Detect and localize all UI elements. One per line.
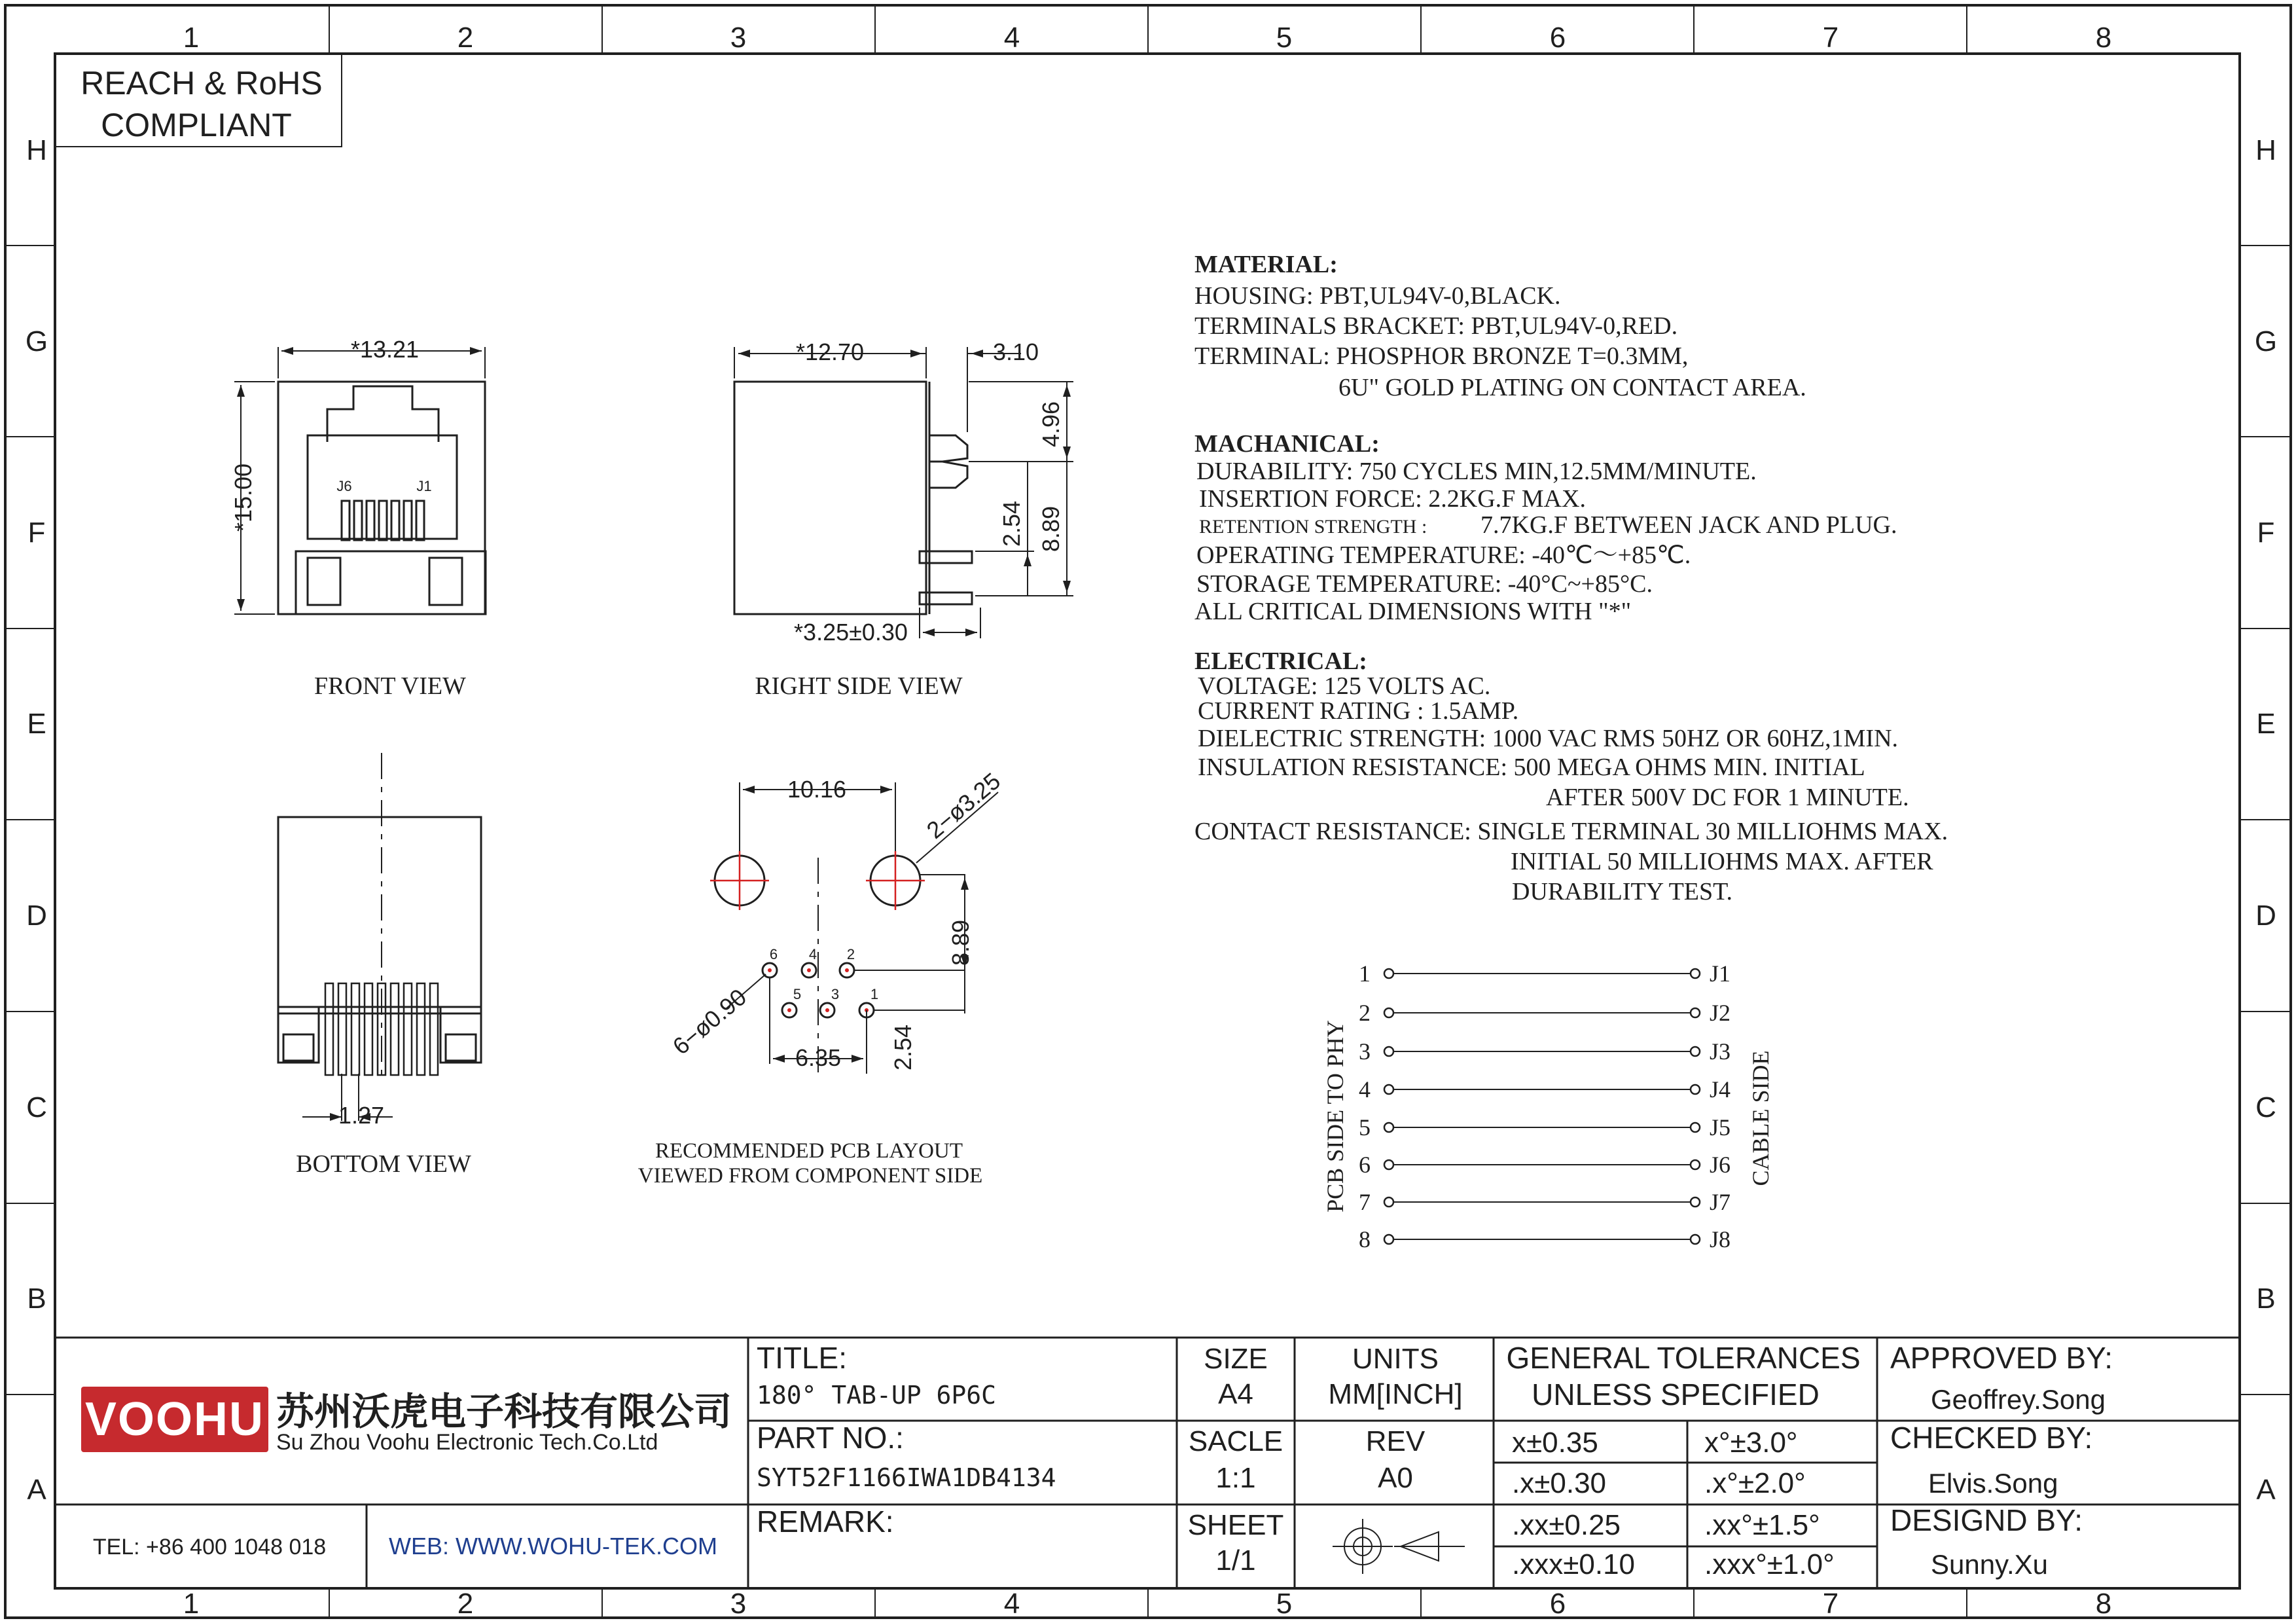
size-value: A4	[1218, 1378, 1253, 1410]
col-label-5-top: 5	[1276, 22, 1293, 54]
wiring-left-1: 1	[1359, 960, 1371, 987]
tol-linear-1: .x±0.30	[1512, 1467, 1607, 1499]
pcb-v-dim: 8.89	[947, 919, 974, 966]
wiring-right-j5: J5	[1710, 1114, 1731, 1140]
size-label: SIZE	[1204, 1343, 1268, 1375]
wiring-right-j3: J3	[1710, 1038, 1731, 1065]
front-width-dim: *13.21	[350, 336, 420, 363]
designed-value: Sunny.Xu	[1931, 1549, 2049, 1580]
compliance-line1: REACH & RoHS	[81, 65, 323, 101]
material-line1: HOUSING: PBT,UL94V-0,BLACK.	[1194, 282, 1561, 310]
col-label-3-bottom: 3	[730, 1588, 747, 1620]
row-label-b-right: B	[2256, 1283, 2276, 1315]
row-label-a-right: A	[2256, 1474, 2276, 1506]
wiring-right-j2: J2	[1710, 1000, 1731, 1026]
elec-line1: VOLTAGE: 125 VOLTS AC.	[1198, 672, 1491, 700]
wiring-left-8: 8	[1359, 1226, 1371, 1252]
units-value: MM[INCH]	[1328, 1378, 1463, 1410]
row-label-c-left: C	[26, 1091, 47, 1123]
voohu-logo	[81, 1387, 268, 1452]
col-label-7-bottom: 7	[1822, 1588, 1839, 1620]
col-label-5-bottom: 5	[1276, 1588, 1293, 1620]
col-label-4-top: 4	[1003, 22, 1020, 54]
right-view-label: RIGHT SIDE VIEW	[755, 672, 963, 700]
wiring-right-j6: J6	[1710, 1152, 1731, 1178]
tolerance-title2: UNLESS SPECIFIED	[1532, 1377, 1820, 1412]
elec-title: ELECTRICAL:	[1194, 647, 1367, 675]
tol-linear-2: .xx±0.25	[1512, 1509, 1621, 1541]
wiring-diagram	[1322, 960, 1774, 1252]
tol-angle-2: .xx°±1.5°	[1704, 1509, 1820, 1541]
remark-label: REMARK:	[757, 1504, 894, 1539]
rev-value: A0	[1378, 1462, 1413, 1494]
mech-line6: ALL CRITICAL DIMENSIONS WITH "*"	[1194, 598, 1632, 625]
compliance-box	[55, 54, 342, 147]
wiring-left-3: 3	[1359, 1038, 1371, 1065]
pcb-pin-dia-dim: 6−ø0.90	[667, 983, 752, 1060]
col-label-4-bottom: 4	[1003, 1588, 1020, 1620]
front-height-dim: *15.00	[230, 463, 257, 532]
sheet-value: 1/1	[1215, 1544, 1256, 1577]
right-side-view	[734, 338, 1073, 700]
company-name-cn: 苏州沃虎电子科技有限公司	[276, 1391, 732, 1433]
col-label-6-bottom: 6	[1549, 1588, 1566, 1620]
approved-label: APPROVED BY:	[1890, 1341, 2113, 1375]
col-label-2-bottom: 2	[457, 1588, 474, 1620]
wiring-right-j4: J4	[1710, 1076, 1731, 1103]
pcb-label-line2: VIEWED FROM COMPONENT SIDE	[637, 1164, 983, 1188]
specifications	[1194, 251, 1948, 905]
col-label-1-bottom: 1	[183, 1588, 200, 1620]
title-value: 180° TAB-UP 6P6C	[757, 1381, 997, 1410]
part-no-value: SYT52F1166IWA1DB4134	[757, 1463, 1056, 1492]
tol-angle-3: .xxx°±1.0°	[1704, 1548, 1835, 1580]
material-line2: TERMINALS BRACKET: PBT,UL94V-0,RED.	[1194, 312, 1678, 340]
front-view	[230, 336, 486, 700]
logo-text: VOOHU	[84, 1393, 265, 1446]
sheet-frame	[5, 5, 2291, 1618]
company-name-en: Su Zhou Voohu Electronic Tech.Co.Ltd	[276, 1430, 658, 1455]
pcb-pin-1: 1	[870, 986, 879, 1002]
material-title: MATERIAL:	[1194, 251, 1338, 278]
checked-value: Elvis.Song	[1928, 1468, 2058, 1499]
wiring-pcb-side-label: PCB SIDE TO PHY	[1322, 1020, 1348, 1213]
bottom-view	[278, 753, 481, 1178]
pcb-pin-2: 2	[846, 946, 855, 962]
wiring-left-4: 4	[1359, 1076, 1371, 1103]
bottom-pitch-dim: 1.27	[338, 1102, 385, 1129]
tol-linear-0: x±0.35	[1512, 1427, 1598, 1459]
row-label-h-left: H	[26, 134, 47, 166]
row-label-a-left: A	[27, 1474, 46, 1506]
tol-linear-3: .xxx±0.10	[1512, 1548, 1636, 1580]
pcb-layout	[638, 767, 1005, 1188]
front-pin-j1: J1	[416, 478, 432, 494]
rev-label: REV	[1365, 1425, 1426, 1457]
row-label-g-left: G	[25, 325, 48, 357]
pcb-pin-span-dim: 6.35	[795, 1044, 842, 1071]
mech-line1: DURABILITY: 750 CYCLES MIN,12.5MM/MINUTE.	[1196, 458, 1757, 485]
elec-line6: CONTACT RESISTANCE: SINGLE TERMINAL 30 MILLIOHMS MAX.	[1194, 818, 1948, 845]
wiring-left-5: 5	[1359, 1114, 1371, 1140]
pcb-hole-dia-dim: 2−ø3.25	[921, 767, 1006, 844]
approved-value: Geoffrey.Song	[1931, 1384, 2106, 1415]
right-dim-2-54: 2.54	[998, 500, 1025, 547]
units-label: UNITS	[1352, 1343, 1439, 1375]
contact-web: WEB: WWW.WOHU-TEK.COM	[389, 1533, 717, 1559]
col-label-2-top: 2	[457, 22, 474, 54]
wiring-cable-side-label: CABLE SIDE	[1748, 1050, 1774, 1186]
front-pin-j6: J6	[336, 478, 352, 494]
contact-tel: TEL: +86 400 1048 018	[92, 1535, 327, 1559]
row-label-b-left: B	[27, 1283, 46, 1315]
material-line4: 6U" GOLD PLATING ON CONTACT AREA.	[1338, 374, 1806, 401]
mech-line2: INSERTION FORCE: 2.2KG.F MAX.	[1199, 485, 1586, 513]
row-label-h-right: H	[2255, 134, 2276, 166]
tol-angle-1: .x°±2.0°	[1704, 1467, 1806, 1499]
part-no-label: PART NO.:	[757, 1421, 904, 1455]
elec-line4: INSULATION RESISTANCE: 500 MEGA OHMS MIN. INITIAL	[1198, 754, 1865, 781]
pcb-label-line1: RECOMMENDED PCB LAYOUT	[655, 1139, 963, 1163]
col-label-1-top: 1	[183, 22, 200, 54]
wiring-left-6: 6	[1359, 1152, 1371, 1178]
pcb-row-dim: 2.54	[889, 1024, 916, 1071]
right-length-dim: *12.70	[795, 338, 865, 365]
tol-angle-0: x°±3.0°	[1704, 1427, 1798, 1459]
front-view-label: FRONT VIEW	[314, 672, 466, 700]
row-label-c-right: C	[2255, 1091, 2276, 1123]
elec-line8: DURABILITY TEST.	[1512, 878, 1733, 905]
right-tab-dim: 3.10	[992, 338, 1039, 365]
title-label: TITLE:	[757, 1341, 848, 1375]
right-dim-8-89: 8.89	[1037, 505, 1064, 553]
row-label-e-right: E	[2256, 708, 2276, 740]
elec-line3: DIELECTRIC STRENGTH: 1000 VAC RMS 50HZ OR 60HZ,1MIN.	[1198, 725, 1899, 752]
checked-label: CHECKED BY:	[1890, 1421, 2093, 1455]
mech-title: MACHANICAL:	[1194, 430, 1380, 458]
wiring-right-j7: J7	[1710, 1189, 1731, 1215]
mech-line3-value: 7.7KG.F BETWEEN JACK AND PLUG.	[1480, 511, 1897, 539]
row-label-d-right: D	[2255, 900, 2276, 932]
col-label-7-top: 7	[1822, 22, 1839, 54]
col-label-8-bottom: 8	[2095, 1588, 2112, 1620]
sheet-label: SHEET	[1187, 1509, 1284, 1541]
row-label-f-right: F	[2257, 517, 2275, 549]
row-label-d-left: D	[26, 900, 47, 932]
right-bottom-dim: *3.25±0.30	[794, 619, 908, 646]
bottom-view-label: BOTTOM VIEW	[296, 1150, 471, 1178]
pcb-pin-5: 5	[793, 986, 802, 1002]
tolerance-title1: GENERAL TOLERANCES	[1506, 1341, 1861, 1375]
title-block	[55, 1338, 2240, 1588]
wiring-right-j8: J8	[1710, 1226, 1731, 1252]
wiring-left-2: 2	[1359, 1000, 1371, 1026]
elec-line2: CURRENT RATING : 1.5AMP.	[1198, 697, 1519, 725]
col-label-8-top: 8	[2095, 22, 2112, 54]
third-angle-projection-icon	[1333, 1519, 1465, 1574]
row-label-e-left: E	[27, 708, 46, 740]
pcb-pin-4: 4	[808, 946, 817, 962]
mech-line3-label: RETENTION STRENGTH :	[1199, 516, 1427, 538]
pcb-hole-span-dim: 10.16	[787, 776, 847, 803]
pcb-pin-3: 3	[831, 986, 840, 1002]
right-dim-4-96: 4.96	[1037, 401, 1064, 448]
row-label-f-left: F	[27, 517, 46, 549]
row-label-g-right: G	[2254, 325, 2278, 357]
wiring-left-7: 7	[1359, 1189, 1371, 1215]
mech-line4: OPERATING TEMPERATURE: -40℃～+85℃.	[1196, 541, 1691, 569]
pcb-pin-6: 6	[769, 946, 778, 962]
designed-label: DESIGND BY:	[1890, 1503, 2083, 1537]
scale-value: 1:1	[1215, 1462, 1256, 1494]
wiring-right-j1: J1	[1710, 960, 1731, 987]
scale-label: SACLE	[1188, 1425, 1283, 1457]
compliance-line2: COMPLIANT	[101, 107, 292, 143]
col-label-6-top: 6	[1549, 22, 1566, 54]
elec-line7: INITIAL 50 MILLIOHMS MAX. AFTER	[1511, 848, 1933, 875]
material-line3: TERMINAL: PHOSPHOR BRONZE T=0.3MM,	[1194, 342, 1689, 370]
elec-line5: AFTER 500V DC FOR 1 MINUTE.	[1546, 784, 1909, 811]
mech-line5: STORAGE TEMPERATURE: -40°C~+85°C.	[1196, 570, 1653, 598]
col-label-3-top: 3	[730, 22, 747, 54]
